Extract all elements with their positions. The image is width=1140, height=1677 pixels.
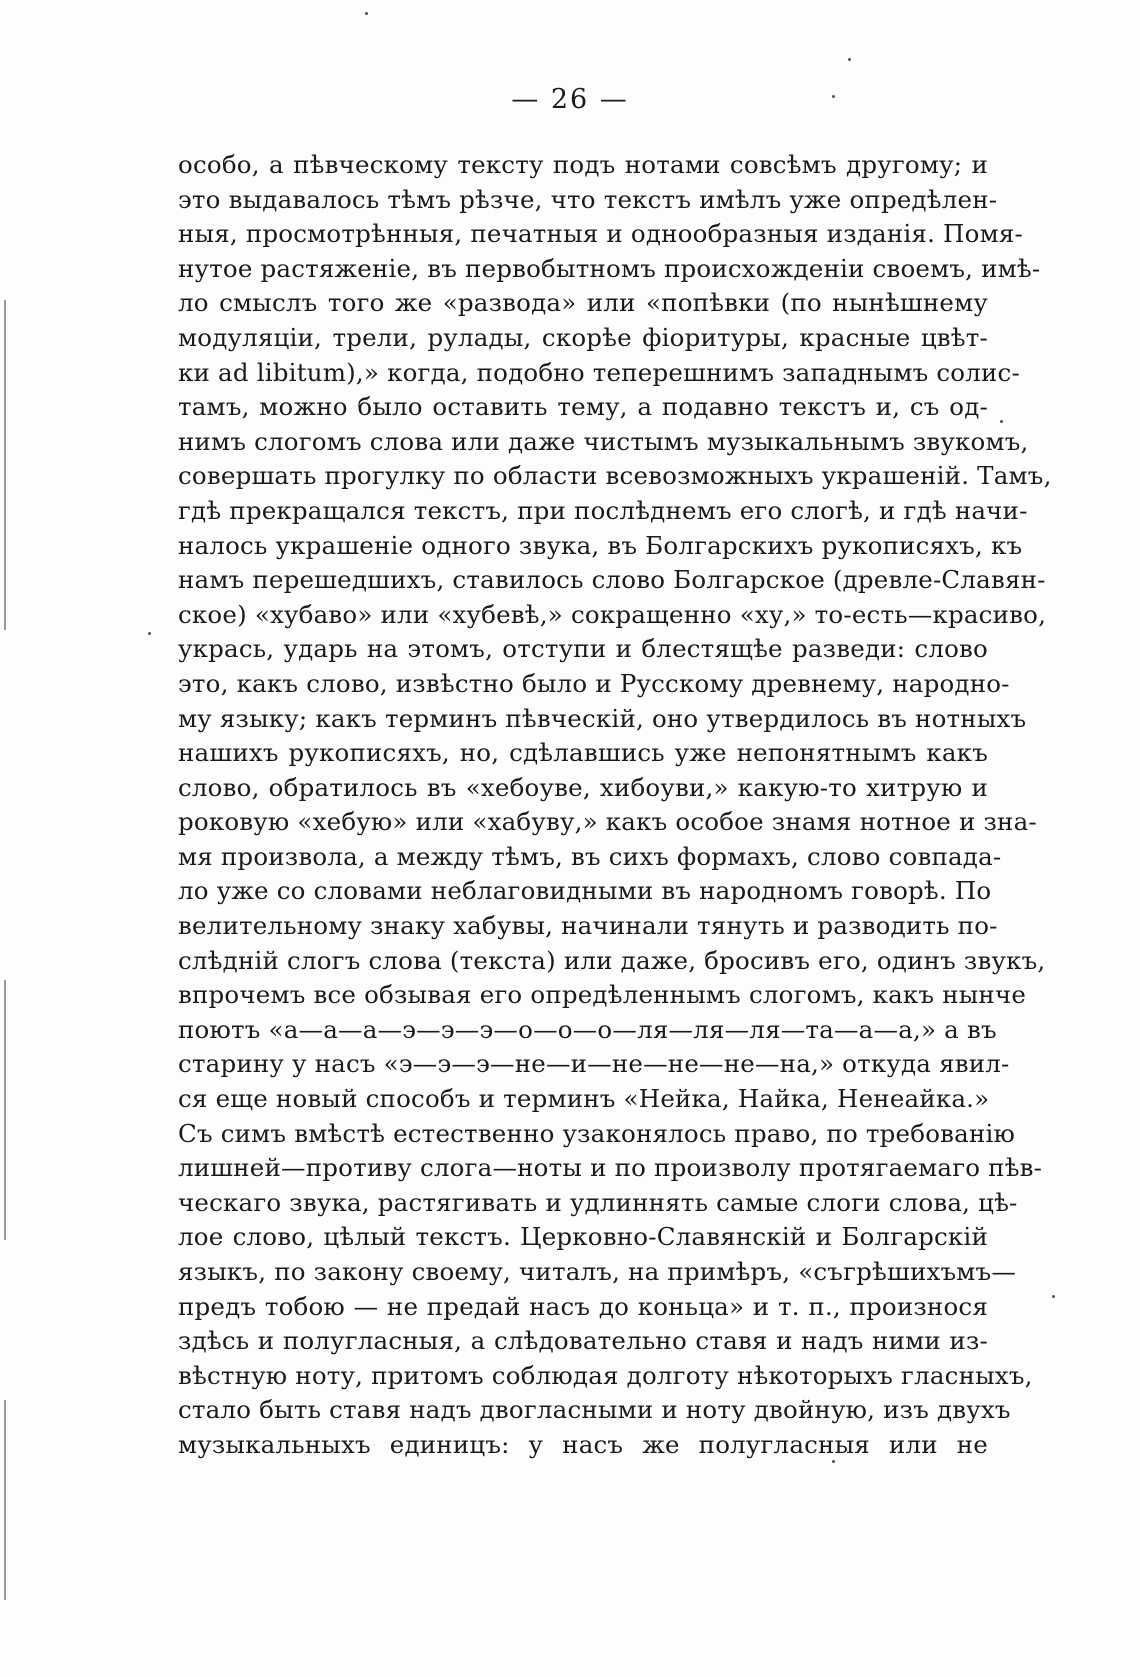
text-line: поютъ «а—а—а—э—э—э—о—о—о—ля—ля—ля—та—а—а,» а въ xyxy=(178,1014,997,1044)
text-line: ныя, просмотрѣнныя, печатныя и однообразныя изданія. Помя- xyxy=(178,219,1023,249)
text-line: мя произвола, а между тѣмъ, въ сихъ формахъ, слово совпада- xyxy=(178,841,1002,871)
text-line: велительному знаку хабувы, начинали тянуть и разводить по- xyxy=(178,911,998,941)
text-line: роковую «хебую» или «хабуву,» какъ особое знамя нотное и зна- xyxy=(178,807,1037,837)
text-line: языкъ, по закону своему, читалъ, на примѣръ, «съгрѣшихъмъ— xyxy=(178,1257,1017,1286)
text-line: тамъ, можно было оставить тему, а подавно текстъ и, съ од- xyxy=(178,392,988,422)
text-line: ло уже со словами неблаговидными въ народномъ говорѣ. По xyxy=(178,876,992,906)
text-line: вѣстную ноту, притомъ соблюдая долготу нѣкоторыхъ гласныхъ, xyxy=(178,1360,1033,1390)
text-line: гдѣ прекращался текстъ, при послѣднемъ его слогѣ, и гдѣ начи- xyxy=(178,495,1028,525)
text-line: ческаго звука, растягивать и удлиннять самые слоги слова, цѣ- xyxy=(178,1187,1018,1217)
text-line: нутое растяженіе, въ первобытномъ происхожденіи своемъ, имѣ- xyxy=(178,253,1041,283)
text-line: ся еще новый способъ и терминъ «Нейка, Найка, Ненеайка.» xyxy=(178,1084,990,1114)
text-line: предъ тобою — не предай насъ до коньца» и т. п., произнося xyxy=(178,1291,988,1321)
left-margin-scan-edge xyxy=(4,980,6,1240)
text-line: слѣдній слогъ слова (текста) или даже, бросивъ его, одинъ звукъ, xyxy=(178,945,1046,975)
scan-speck xyxy=(1000,420,1003,423)
left-margin-scan-edge xyxy=(4,1400,6,1600)
text-line: ло смыслъ того же «развода» или «попѣвки (по нынѣшнему xyxy=(178,288,988,318)
text-line: ки ad libitum),» когда, подобно теперешнимъ западнымъ солис- xyxy=(178,357,1020,387)
text-line: му языку; какъ терминъ пѣвческій, оно утвердилось въ нотныхъ xyxy=(178,703,1027,733)
scan-speck xyxy=(848,58,851,61)
text-line: модуляціи, трели, рулады, скорѣе фіоритуры, красные цвѣт- xyxy=(178,322,988,352)
text-line: старину у насъ «э—э—э—не—и—не—не—не—на,» откуда явил- xyxy=(178,1049,1010,1079)
text-line: это, какъ слово, извѣстно было и Русскому древнему, народно- xyxy=(178,668,1010,698)
text-line: Съ симъ вмѣстѣ естественно узаконялось право, по требованію xyxy=(178,1118,1016,1148)
text-line: лое слово, цѣлый текстъ. Церковно-Славянскій и Болгарскій xyxy=(178,1222,988,1252)
scan-speck xyxy=(148,632,151,635)
page-number: — 26 — xyxy=(511,84,629,115)
scan-speck xyxy=(1052,1295,1055,1298)
scan-speck xyxy=(365,12,368,15)
text-line: намъ перешедшихъ, ставилось слово Болгарское (древле-Славян- xyxy=(178,565,1046,595)
text-line: впрочемъ все обзывая его опредѣленнымъ слогомъ, какъ нынче xyxy=(178,980,1027,1010)
text-line: особо, а пѣвческому тексту подъ нотами совсѣмъ другому; и xyxy=(178,150,988,179)
text-line: лишней—противу слога—ноты и по произволу протягаемаго пѣв- xyxy=(178,1153,1043,1183)
text-line: стало быть ставя надъ двогласными и ноту двойную, изъ двухъ xyxy=(178,1395,1011,1425)
text-line: ское) «хубаво» или «хубевѣ,» сокращенно «ху,» то-есть—красиво, xyxy=(178,599,1047,629)
text-line: слово, обратилось въ «хебоуве, хибоуви,» какую-то хитрую и xyxy=(178,772,988,802)
text-line: здѣсь и полугласныя, а слѣдовательно ставя и надъ ними из- xyxy=(178,1326,988,1356)
body-text xyxy=(178,148,1052,1463)
left-margin-scan-edge xyxy=(4,300,6,630)
text-line: нашихъ рукописяхъ, но, сдѣлавшись уже непонятнымъ какъ xyxy=(178,738,988,768)
text-line: это выдавалось тѣмъ рѣзче, что текстъ имѣлъ уже опредѣлен- xyxy=(178,184,998,214)
text-line: нимъ слогомъ слова или даже чистымъ музыкальнымъ звукомъ, xyxy=(178,426,1029,456)
text-line: совершать прогулку по области всевозможныхъ украшеній. Тамъ, xyxy=(178,461,1052,491)
text-line: налось украшеніе одного звука, въ Болгарскихъ рукописяхъ, къ xyxy=(178,530,1023,560)
text-line: укрась, ударь на этомъ, отступи и блестящѣе разведи: слово xyxy=(178,634,988,664)
text-line: музыкальныхъ единицъ: у насъ же полугласныя или не xyxy=(178,1429,988,1459)
